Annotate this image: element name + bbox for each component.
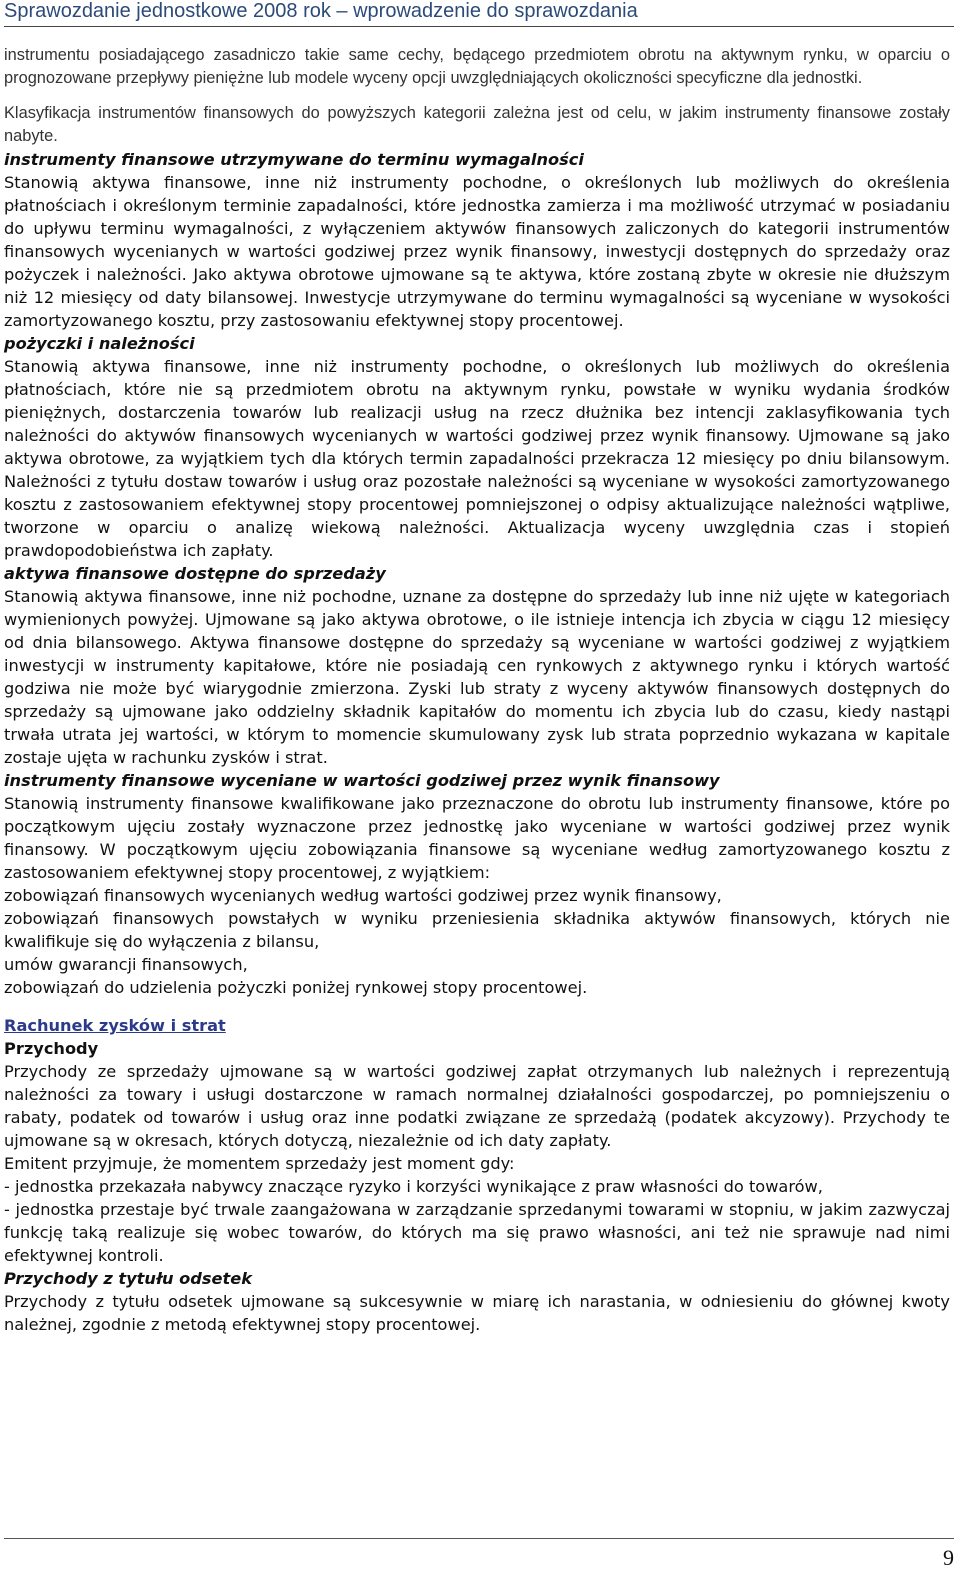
income-statement-link[interactable]: Rachunek zysków i strat xyxy=(4,1016,226,1035)
fvtpl-exception: zobowiązań finansowych powstałych w wyniku przeniesienia składnika aktywów finansowych, których nie kwalifikuje się do wyłączenia z bilansu, xyxy=(4,909,950,951)
revenue-paragraph: Przychody ze sprzedaży ujmowane są w wartości godziwej zapłat otrzymanych lub należnych i reprezentują należności za towary i usługi dostarczone w ramach normalnej działalności gospodarczej, po pomniejszeniu o rabaty, podatek od towarów i usług oraz inne podatki związane ze sprzedażą (podatek akcyzowy). Przychody te ujmowane są w okresach, których dotyczą, niezależnie od ich daty zapłaty. xyxy=(4,1062,950,1150)
revenue-heading: Przychody xyxy=(4,1039,99,1058)
fvtpl-exception: zobowiązań finansowych wycenianych według wartości godziwej przez wynik finansowy, xyxy=(4,886,722,905)
classification-paragraph: Klasyfikacja instrumentów finansowych do powyższych kategorii zależna jest od celu, w jakim instrumenty finansowe zostały nabyte. xyxy=(4,104,950,145)
fvtpl-paragraph: Stanowią instrumenty finansowe kwalifikowane jako przeznaczone do obrotu lub instrumenty finansowe, które po początkowym ujęciu zostały wyznaczone przez jednostkę jako wyceniane w wartości godziwej przez wynik finansowy. W początkowym ujęciu zobowiązania finansowe są wyceniane według zamortyzowanego kosztu z zastosowaniem efektywnej stopy procentowej, z wyjątkiem: xyxy=(4,794,950,882)
interest-heading: Przychody z tytułu odsetek xyxy=(4,1269,252,1288)
document-body xyxy=(4,44,950,1336)
htm-paragraph: Stanowią aktywa finansowe, inne niż instrumenty pochodne, o określonych lub możliwych do określenia płatnościach i określonym terminie zapadalności, które jednostka zamierza i ma możliwość utrzymać w posiadaniu do upływu terminu wymagalności, z wyłączeniem aktywów finansowych zaliczonych do kategorii instrumentów finansowych wycenianych w wartości godziwej przez wynik finansowy, inwestycji dostępnych do sprzedaży oraz pożyczek i należności. Jako aktywa obrotowe ujmowane są te aktywa, które zostaną zbyte w okresie nie dłuższym niż 12 miesięcy od daty bilansowej. Inwestycje utrzymywane do terminu wymagalności są wyceniane w wysokości zamortyzowanego kosztu, przy zastosowaniu efektywnej stopy procentowej. xyxy=(4,173,950,330)
interest-paragraph: Przychody z tytułu odsetek ujmowane są sukcesywnie w miarę ich narastania, w odniesieniu do głównej kwoty należnej, zgodnie z metodą efektywnej stopy procentowej. xyxy=(4,1292,950,1334)
afs-paragraph: Stanowią aktywa finansowe, inne niż pochodne, uznane za dostępne do sprzedaży lub inne niż ujęte w kategoriach wymienionych powyżej. Ujmowane są jako aktywa obrotowe, o ile istnieje intencja ich zbycia w ciągu 12 miesięcy od dnia bilansowego. Aktywa finansowe dostępne do sprzedaży są wyceniane w wartości godziwej z wyjątkiem inwestycji w instrumenty kapitałowe, które nie posiadają cen rynkowych z aktywnego rynku i których wartość godziwa nie może być wiarygodnie zmierzona. Zyski lub straty z wyceny aktywów finansowych dostępnych do sprzedaży są ujmowane jako oddzielny składnik kapitałów do momentu ich zbycia lub do czasu, kiedy nastąpi trwała utrata jej wartości, w którym to momencie skumulowany zysk lub strata poprzednio wykazana w kapitale zostaje ujęta w rachunku zysków i strat. xyxy=(4,587,950,767)
afs-heading: aktywa finansowe dostępne do sprzedaży xyxy=(4,564,386,583)
loans-heading: pożyczki i należności xyxy=(4,334,195,353)
page-header xyxy=(4,0,954,27)
recognition-condition: - jednostka przestaje być trwale zaangażowana w zarządzanie sprzedanymi towarami w stopniu, w jakim zazwyczaj funkcję taką realizuje się wobec towarów, do których ma się prawo własności, ani też nie sprawuje nad nimi efektywnej kontroli. xyxy=(4,1200,950,1265)
fvtpl-exception: zobowiązań do udzielenia pożyczki poniżej rynkowej stopy procentowej. xyxy=(4,978,588,997)
fvtpl-heading: instrumenty finansowe wyceniane w wartości godziwej przez wynik finansowy xyxy=(4,771,720,790)
recognition-condition: - jednostka przekazała nabywcy znaczące ryzyko i korzyści wynikające z praw własności do towarów, xyxy=(4,1177,823,1196)
fvtpl-exception: umów gwarancji finansowych, xyxy=(4,955,248,974)
intro-paragraph: instrumentu posiadającego zasadniczo takie same cechy, będącego przedmiotem obrotu na aktywnym rynku, w oparciu o prognozowane przepływy pieniężne lub modele wyceny opcji uwzględniających okoliczności specyficzne dla jednostki. xyxy=(4,46,950,87)
document-title: Sprawozdanie jednostkowe 2008 rok – wprowadzenie do sprawozdania xyxy=(4,0,638,22)
loans-paragraph: Stanowią aktywa finansowe, inne niż instrumenty pochodne, o określonych lub możliwych do określenia płatnościach, które nie są przedmiotem obrotu na aktywnym rynku, powstałe w wyniku wydania środków pieniężnych, dostarczenia towarów lub realizacji usług na rzecz dłużnika bez intencji zaklasyfikowania tych należności do aktywów finansowych wycenianych w wartości godziwej przez wynik finansowy. Ujmowane są jako aktywa obrotowe, za wyjątkiem tych dla których termin zapadalności przekracza 12 miesięcy po dniu bilansowym. Należności z tytułu dostaw towarów i usług oraz pozostałe należności są wyceniane w wysokości zamortyzowanego kosztu z zastosowaniem efektywnej stopy procentowej pomniejszonej o odpisy aktualizujące należności wątpliwe, tworzone w oparciu o analizę wiekową należności. Aktualizacja wyceny uwzględnia czas i stopień prawdopodobieństwa ich zapłaty. xyxy=(4,357,950,560)
footer-divider xyxy=(4,1538,954,1539)
recognition-intro: Emitent przyjmuje, że momentem sprzedaży jest moment gdy: xyxy=(4,1154,515,1173)
page-number: 9 xyxy=(943,1545,954,1570)
htm-heading: instrumenty finansowe utrzymywane do terminu wymagalności xyxy=(4,150,584,169)
